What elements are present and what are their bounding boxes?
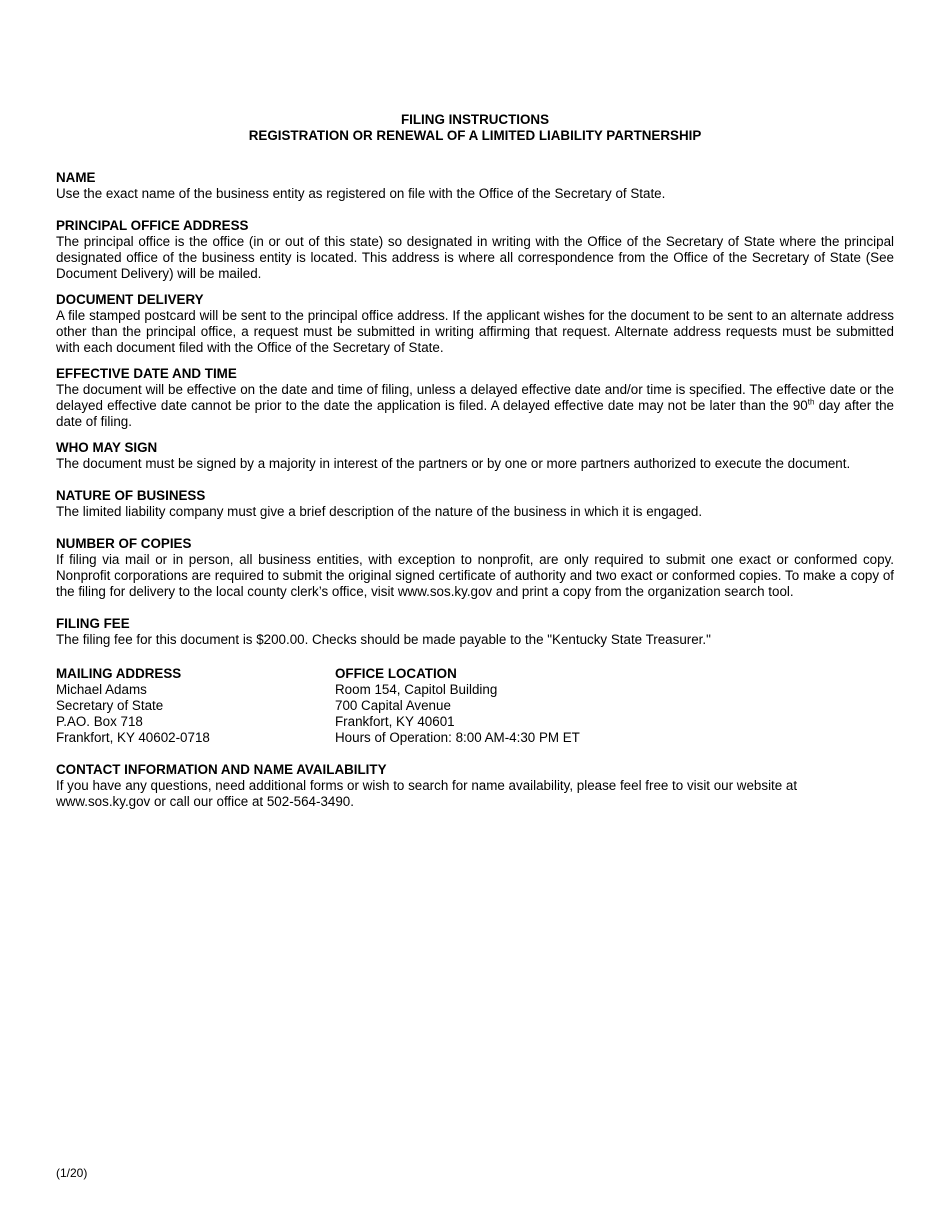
document-page — [56, 112, 894, 810]
section-who-may-sign — [56, 440, 894, 472]
section-heading: WHO MAY SIGN — [56, 440, 158, 455]
section-text: If you have any questions, need additional forms or wish to search for name availability, please feel free to visit our website at www.sos.ky.gov or call our office at 502-564-3490. — [56, 778, 798, 809]
section-effective-date — [56, 366, 894, 430]
ordinal-superscript: th — [807, 397, 815, 407]
section-nature-of-business — [56, 488, 894, 520]
mailing-address-line: P.AO. Box 718 — [56, 714, 143, 729]
section-text: The limited liability company must give a brief description of the nature of the business in which it is engaged. — [56, 504, 703, 519]
section-heading: DOCUMENT DELIVERY — [56, 292, 204, 307]
mailing-address-heading: MAILING ADDRESS — [56, 666, 182, 681]
mailing-address-line: Michael Adams — [56, 682, 147, 697]
section-heading: NAME — [56, 170, 96, 185]
title-line-1: FILING INSTRUCTIONS — [400, 112, 550, 127]
revision-date: (1/20) — [56, 1166, 88, 1180]
section-text: If filing via mail or in person, all business entities, with exception to nonprofit, are only required to submit one exact or conformed copy. Nonprofit corporations are required to submit the original signed certificate of authority and two exact or conformed copies. To make a copy of the filing for delivery to the local county clerk’s office, visit www.sos.ky.gov and print a copy from the organization search tool. — [56, 552, 894, 599]
section-heading: PRINCIPAL OFFICE ADDRESS — [56, 218, 249, 233]
section-heading: CONTACT INFORMATION AND NAME AVAILABILITY — [56, 762, 387, 777]
office-location-line: Hours of Operation: 8:00 AM-4:30 PM ET — [335, 730, 580, 745]
office-location-heading: OFFICE LOCATION — [335, 666, 457, 681]
office-location — [335, 666, 735, 746]
section-filing-fee — [56, 616, 894, 648]
document-title — [56, 112, 894, 144]
office-location-line: 700 Capital Avenue — [335, 698, 451, 713]
mailing-address — [56, 666, 335, 746]
section-heading: FILING FEE — [56, 616, 130, 631]
mailing-address-line: Secretary of State — [56, 698, 164, 713]
section-text: A file stamped postcard will be sent to the principal office address. If the applicant wishes for the document to be sent to an alternate address other than the principal office, a request must be submitted in writing affirming that request. Alternate address requests must be submitted with each document filed with the Office of the Secretary of State. — [56, 308, 894, 355]
section-name — [56, 170, 894, 202]
section-principal-office — [56, 218, 894, 282]
section-text — [56, 382, 894, 430]
section-text: The filing fee for this document is $200.00. Checks should be made payable to the "Kentucky State Treasurer." — [56, 632, 711, 647]
section-heading: NATURE OF BUSINESS — [56, 488, 206, 503]
section-contact — [56, 762, 894, 810]
title-line-2: REGISTRATION OR RENEWAL OF A LIMITED LIABILITY PARTNERSHIP — [248, 128, 702, 143]
section-document-delivery — [56, 292, 894, 356]
section-heading: NUMBER OF COPIES — [56, 536, 192, 551]
office-location-line: Room 154, Capitol Building — [335, 682, 498, 697]
mailing-address-line: Frankfort, KY 40602-0718 — [56, 730, 210, 745]
address-block — [56, 666, 894, 746]
section-text: Use the exact name of the business entity as registered on file with the Office of the Secretary of State. — [56, 186, 666, 201]
office-location-line: Frankfort, KY 40601 — [335, 714, 455, 729]
section-text: The principal office is the office (in or out of this state) so designated in writing with the Office of the Secretary of State where the principal designated office of the business entity is located. This address is where all correspondence from the Office of the Secretary of State (See Document Delivery) will be mailed. — [56, 234, 894, 281]
section-number-of-copies — [56, 536, 894, 600]
section-text: The document must be signed by a majority in interest of the partners or by one or more partners authorized to execute the document. — [56, 456, 851, 471]
effective-text-part1: The document will be effective on the date and time of filing, unless a delayed effective date and/or time is specified. The effective date or the delayed effective date cannot be prior to the date the application is filed. A delayed effective date may not be later than the 90 — [56, 382, 894, 413]
effective-text-part2: day after the date of filing. — [56, 398, 894, 429]
section-heading: EFFECTIVE DATE AND TIME — [56, 366, 237, 381]
